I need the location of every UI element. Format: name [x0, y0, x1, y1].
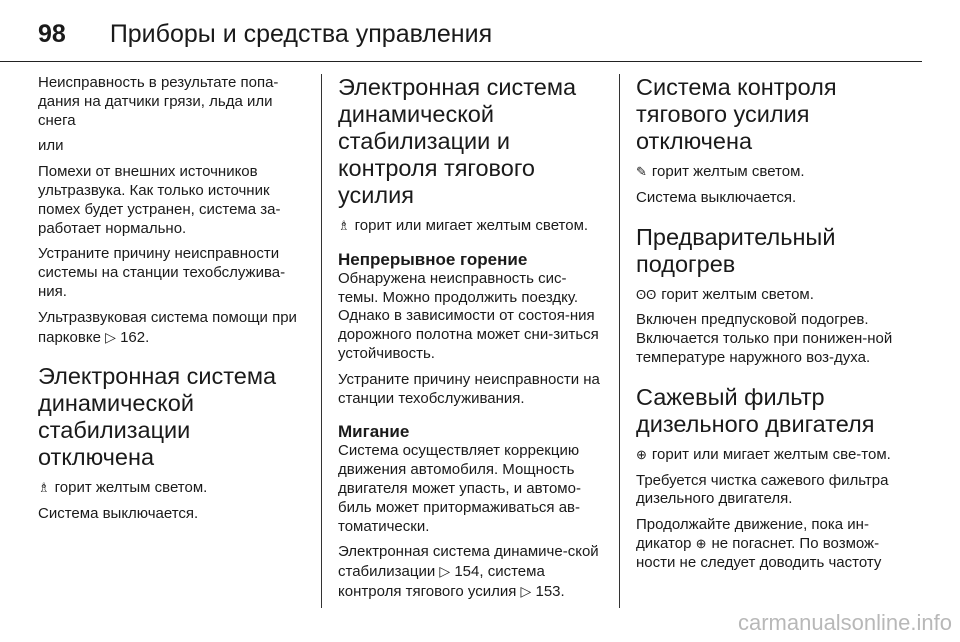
status-text: горит или мигает желтым све-том. [651, 445, 891, 463]
column-divider [321, 74, 322, 608]
paragraph-text: , система контроля тягового усилия [338, 563, 545, 600]
column-divider [619, 74, 620, 608]
section-heading: Сажевый фильтр дизельного двигателя [636, 383, 875, 437]
dpf-icon: ⊕ [636, 446, 647, 462]
status-text: горит желтым светом. [651, 163, 805, 180]
xref-arrow-icon: ▷ [439, 563, 451, 580]
section-heading: Система контроля тягового усилия отключена [636, 74, 837, 154]
page-link[interactable]: 162. [120, 328, 150, 346]
paragraph: Система выключается. [38, 505, 199, 523]
column-middle [338, 74, 606, 609]
paragraph-text: Электронная система динамиче-ской стабилизации [338, 543, 599, 581]
status-text: горит или мигает желтым светом. [354, 217, 589, 234]
chapter-title: Приборы и средства управления [109, 19, 493, 48]
paragraph: Система осуществляет коррекцию движения автомобиля. Мощность двигателя может упасть, и автомо-биль может притормаживаться ав-томатически. [338, 442, 581, 535]
preheat-icon: ʘʘ [636, 286, 657, 302]
indicator-status [636, 446, 906, 465]
paragraph: Система выключается. [636, 188, 797, 206]
paragraph: Устраните причину неисправности системы на станции техобслужива-ния. [38, 245, 286, 300]
indicator-status [38, 479, 304, 498]
paragraph [38, 309, 304, 348]
subheading: Мигание [338, 422, 410, 442]
paragraph [338, 543, 606, 601]
page-link[interactable]: 153. [535, 582, 565, 600]
subheading: Непрерывное горение [338, 249, 528, 269]
watermark: carmanualsonline.info [737, 610, 952, 635]
paragraph: Включен предпусковой подогрев. Включается только при понижен-ной температуре наружного воз-духа. [636, 311, 893, 366]
paragraph-text: не погаснет. По возмож-ности не следует доводить частоту [636, 534, 882, 571]
indicator-status [636, 286, 906, 305]
section-heading: Предварительный подогрев [636, 223, 836, 277]
esp-off-icon: ♗ [38, 480, 50, 496]
page-link[interactable]: 154 [454, 563, 480, 581]
xref-arrow-icon: ▷ [520, 582, 532, 599]
paragraph: или [38, 137, 64, 155]
status-text: горит желтым светом. [54, 479, 208, 497]
column-right [636, 74, 906, 580]
section-heading: Электронная система динамической стабилизации и контроля тягового усилия [338, 74, 577, 208]
esp-icon: ♗ [338, 218, 350, 233]
page-number: 98 [38, 19, 66, 48]
paragraph: Неисправность в результате попа-дания на датчики грязи, льда или снега [38, 74, 279, 129]
column-left [38, 74, 304, 531]
status-text: горит желтым светом. [661, 285, 814, 303]
page-header [38, 14, 492, 54]
dpf-icon: ⊕ [695, 535, 707, 551]
xref-arrow-icon: ▷ [105, 328, 116, 345]
paragraph: Обнаружена неисправность сис-темы. Можно продолжить поездку. Однако в зависимости от состоя-ния дорожного полотна может сни-зиться устойчивость. [338, 269, 599, 362]
paragraph [636, 516, 906, 572]
paragraph: Требуется чистка сажевого фильтра дизельного двигателя. [636, 471, 889, 508]
paragraph-text: Ультразвуковая система помощи при парковке [38, 308, 297, 346]
paragraph: Помехи от внешних источников ультразвука. Как только источник помех будет устранен, система за-работает нормально. [38, 163, 281, 237]
header-divider [0, 61, 922, 62]
paragraph: Устраните причину неисправности на станции техобслуживания. [338, 370, 600, 407]
indicator-status [338, 217, 606, 236]
section-heading: Электронная система динамической стабилизации отключена [38, 363, 277, 471]
paragraph-text: Продолжайте движение, пока ин-дикатор [636, 516, 869, 552]
indicator-status [636, 163, 906, 182]
tc-off-icon: ✎ [636, 164, 647, 179]
